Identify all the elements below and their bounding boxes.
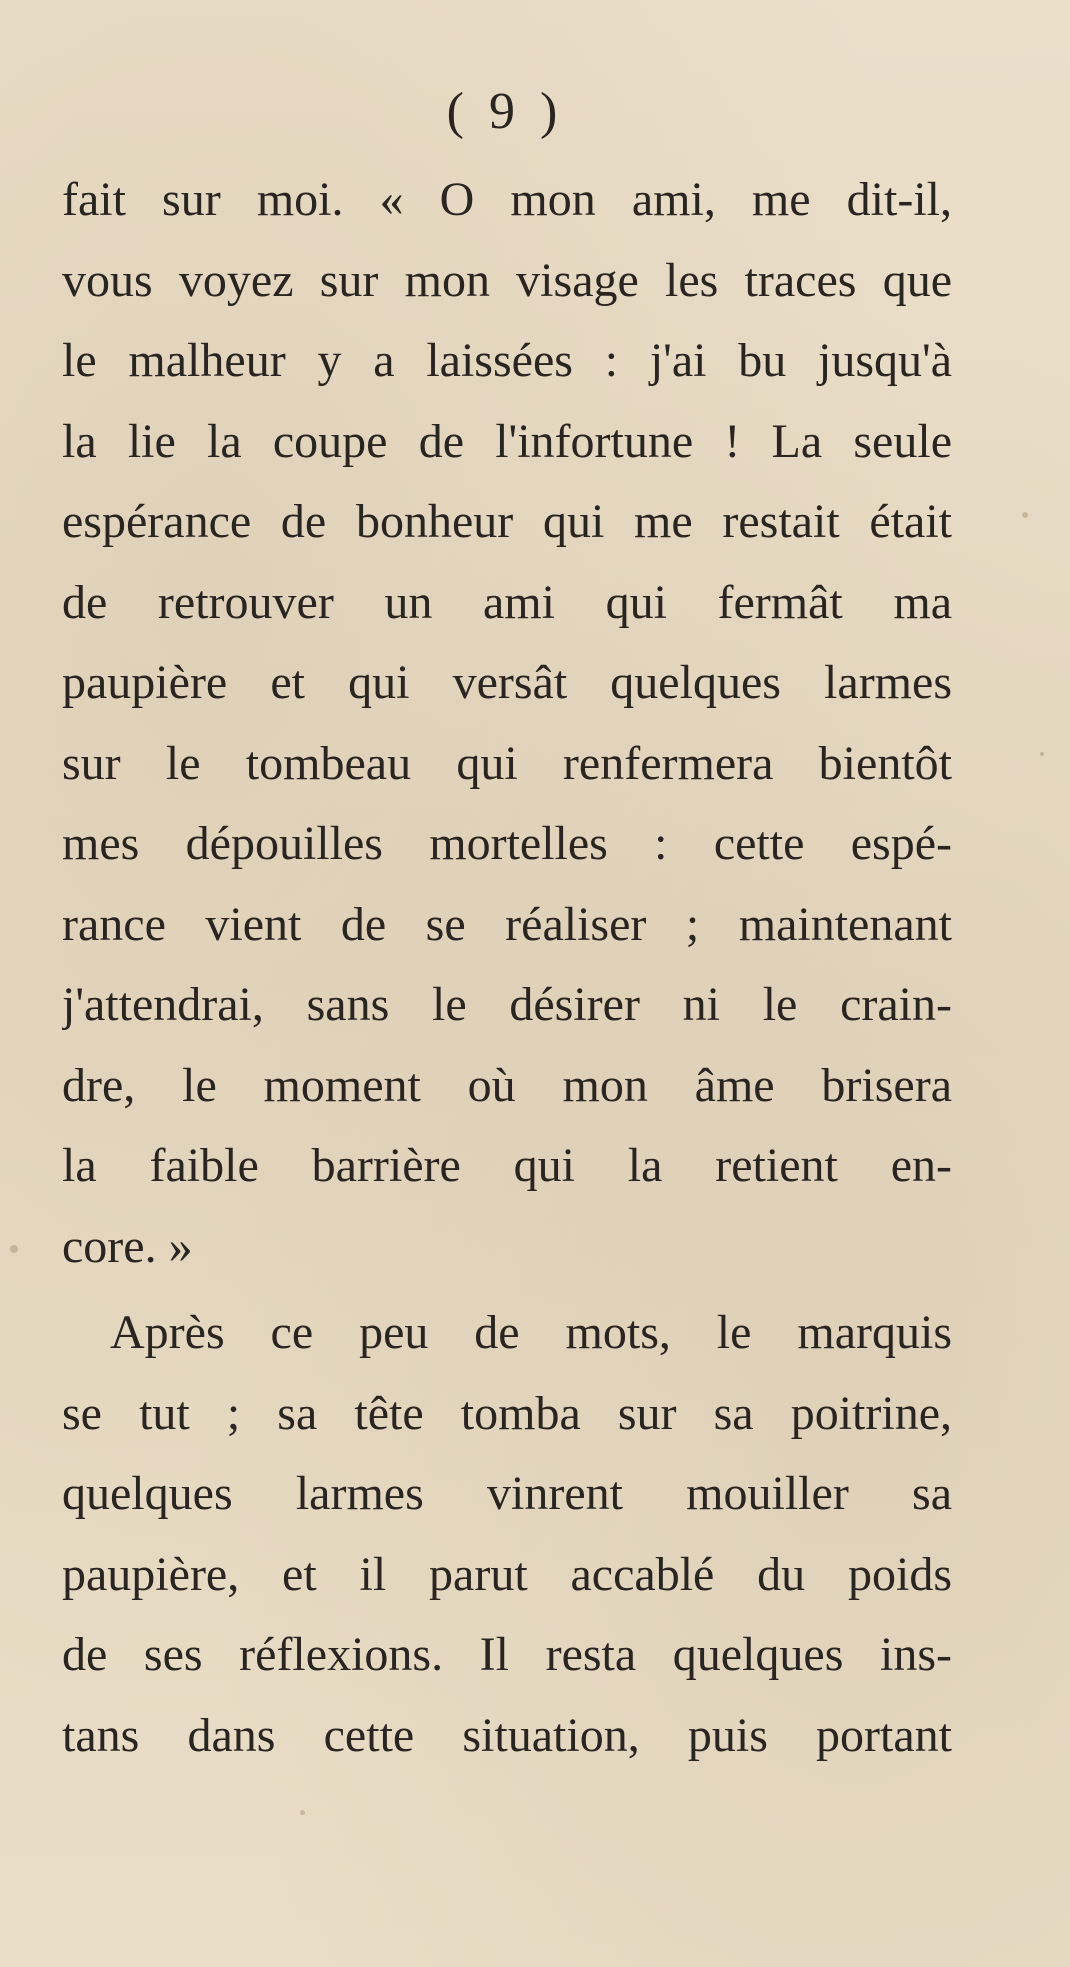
paper-spot — [1040, 752, 1044, 756]
text-line: paupière et qui versât quelques larmes — [62, 656, 952, 709]
text-line: de ses réflexions. Il resta quelques ins- — [62, 1628, 952, 1681]
text-line: vous voyez sur mon visage les traces que — [62, 253, 952, 307]
text-line: de retrouver un ami qui fermât ma — [62, 575, 952, 629]
text-line: la faible barrière qui la retient en- — [62, 1139, 952, 1192]
page-number: ( 9 ) — [446, 83, 564, 140]
text-line: rance vient de se réaliser ; maintenant — [62, 897, 952, 951]
text-line: dre, le moment où mon âme brisera — [62, 1058, 952, 1112]
paragraph-1 — [62, 160, 952, 1287]
text-line: j'attendrai, sans le désirer ni le crain- — [62, 978, 952, 1031]
text-line: Après ce peu de mots, le marquis — [110, 1306, 952, 1359]
text-line: mes dépouilles mortelles : cette espé- — [62, 817, 952, 870]
text-line: espérance de bonheur qui me restait était — [62, 495, 952, 548]
text-line: core. » — [62, 1219, 193, 1273]
text-line: fait sur moi. « O mon ami, me dit-il, — [62, 173, 952, 226]
text-line: quelques larmes vinrent mouiller sa — [62, 1467, 952, 1520]
paragraph-2 — [62, 1293, 952, 1776]
text-line: le malheur y a laissées : j'ai bu jusqu'à — [62, 334, 952, 387]
body-text — [62, 160, 952, 1776]
text-line: paupière, et il parut accablé du poids — [62, 1547, 952, 1601]
paper-spot — [10, 1245, 18, 1253]
paper-spot — [1022, 512, 1028, 518]
text-line: se tut ; sa tête tomba sur sa poitrine, — [62, 1386, 952, 1440]
text-line: tans dans cette situation, puis portant — [62, 1708, 952, 1762]
text-line: sur le tombeau qui renfermera bientôt — [62, 736, 952, 790]
paper-spot — [300, 1810, 305, 1815]
text-line: la lie la coupe de l'infortune ! La seule — [62, 414, 952, 468]
